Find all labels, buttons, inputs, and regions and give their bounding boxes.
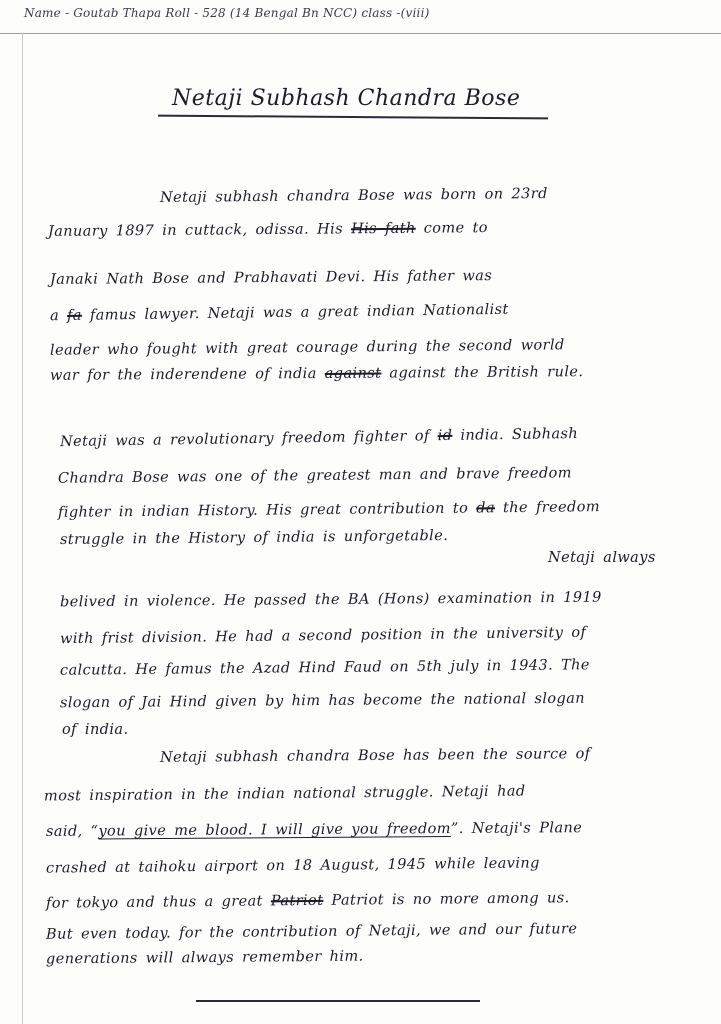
essay-title: Netaji Subhash Chandra Bose [172, 86, 521, 111]
essay-line [46, 890, 570, 911]
closing-rule [196, 1000, 480, 1002]
line-text: most inspiration in the indian national struggle. Netaji had [43, 783, 526, 805]
essay-line [58, 465, 572, 486]
line-text: leader who fought with great courage during the second world [49, 337, 565, 359]
line-text: a [49, 307, 68, 325]
student-header: Name - Goutab Thapa Roll - 528 (14 Bengal Bn NCC) class -(viii) [24, 6, 430, 20]
struck-text: His fath [350, 220, 416, 238]
struck-text: fa [66, 307, 83, 324]
line-text: Chandra Bose was one of the greatest man and brave freedom [57, 465, 573, 487]
line-text: calcutta. He famus the Azad Hind Faud on 5th july in 1943. The [59, 657, 590, 679]
essay-line [60, 625, 586, 647]
essay-line [60, 657, 590, 679]
line-text: January 1897 in cuttack, odissa. His [47, 221, 352, 240]
line-text: said, “ [45, 823, 99, 840]
struck-text: da [476, 500, 496, 517]
line-text: famus lawyer. Netaji was a great indian Nationalist [81, 301, 509, 324]
essay-line [548, 550, 656, 566]
header-rule [0, 33, 721, 34]
line-text: with frist division. He had a second position in the university of [59, 624, 587, 648]
margin-rule [22, 33, 23, 1024]
line-text: come to [415, 220, 488, 237]
line-text: fighter in indian History. His great contribution to [57, 500, 477, 521]
essay-line [62, 722, 128, 738]
line-text: struggle in the History of india is unforgetable. [59, 527, 449, 549]
essay-line [60, 691, 585, 712]
line-text: Netaji always [548, 550, 656, 566]
essay-line [50, 302, 509, 324]
line-text: slogan of Jai Hind given by him has become the national slogan [59, 690, 586, 712]
essay-line [60, 426, 578, 450]
essay-line [50, 364, 583, 384]
line-text: of india. [62, 722, 129, 738]
line-text: for tokyo and thus a great [45, 893, 271, 912]
line-text: Janaki Nath Bose and Prabhavati Devi. His father was [49, 268, 493, 288]
line-text: belived in violence. He passed the BA (Hons) examination in 1919 [59, 589, 602, 611]
line-text: war for the inderendene of india [49, 365, 325, 384]
line-text: Patriot is no more among us. [323, 890, 570, 909]
essay-line [60, 528, 448, 548]
line-text: the freedom [494, 499, 601, 517]
line-text: Netaji was a revolutionary freedom fighter of [59, 428, 438, 451]
essay-line [160, 186, 548, 206]
essay-line [60, 590, 602, 611]
essay-line [46, 949, 364, 968]
essay-line [160, 746, 591, 766]
essay-line [46, 921, 577, 943]
essay-line [46, 855, 540, 876]
struck-text: Patriot [270, 892, 324, 910]
essay-line [48, 220, 488, 240]
essay-line [46, 820, 582, 840]
essay-line [50, 268, 492, 288]
line-text: generations will always remember him. [45, 948, 364, 968]
famous-quote: you give me blood. I will give you freedom [98, 821, 451, 840]
essay-line [44, 783, 526, 804]
essay-line [58, 499, 600, 521]
line-text: against the British rule. [381, 364, 584, 382]
struck-text: against [324, 365, 382, 382]
line-text: crashed at taihoku airport on 18 August, 1945 while leaving [45, 855, 540, 877]
line-text: Netaji subhash chandra Bose has been the source of [159, 746, 591, 766]
line-text: ”. Netaji's Plane [450, 820, 583, 838]
line-text: india. Subhash [452, 425, 579, 444]
line-text: Netaji subhash chandra Bose was born on 23rd [159, 185, 548, 207]
struck-text: id [437, 427, 453, 445]
essay-line [50, 337, 565, 358]
title-underline [158, 115, 548, 119]
line-text: But even today. for the contribution of Netaji, we and our future [45, 921, 578, 943]
